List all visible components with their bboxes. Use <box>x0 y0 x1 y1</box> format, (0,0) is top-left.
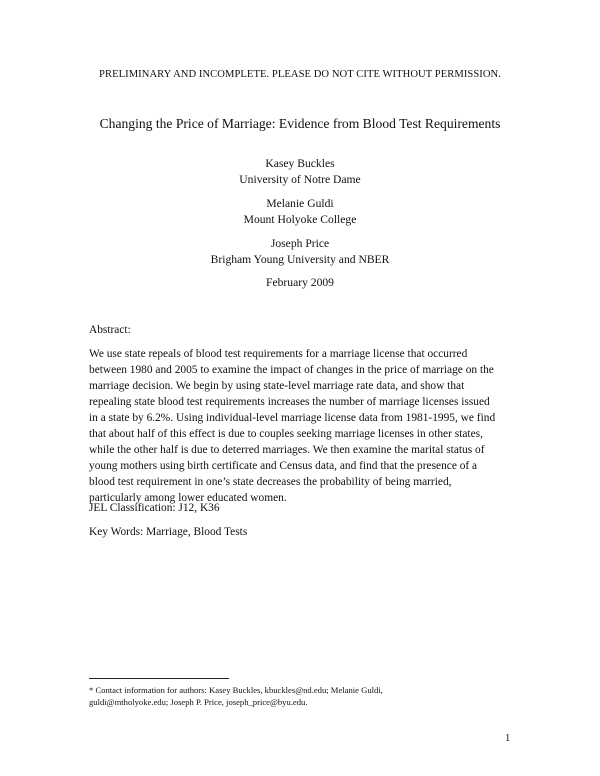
paper-date: February 2009 <box>266 276 334 289</box>
preliminary-notice: PRELIMINARY AND INCOMPLETE. PLEASE DO NOT CITE WITHOUT PERMISSION. <box>99 69 501 80</box>
author-name: Kasey Buckles <box>265 157 335 170</box>
author-name: Joseph Price <box>270 237 330 250</box>
paper-title: Changing the Price of Marriage: Evidence from Blood Test Requirements <box>99 116 501 131</box>
author-affiliation: Brigham Young University and NBER <box>210 253 390 266</box>
author-block <box>0 236 600 268</box>
footnote-divider <box>89 678 229 679</box>
abstract-heading: Abstract: <box>89 324 131 336</box>
author-affiliation: Mount Holyoke College <box>243 213 357 226</box>
author-affiliation: University of Notre Dame <box>239 173 361 186</box>
jel-classification: JEL Classification: J12, K36 <box>89 502 220 514</box>
key-words: Key Words: Marriage, Blood Tests <box>89 526 248 538</box>
page-number: 1 <box>505 733 511 744</box>
author-block <box>0 156 600 188</box>
footnote-contact-info: * Contact information for authors: Kasey Buckles, kbuckles@nd.edu; Melanie Guldi, guldi@mtholyoke.edu; Joseph P. Price, joseph_price@byu.edu. <box>89 685 383 707</box>
abstract-text: We use state repeals of blood test requirements for a marriage license that occurred between 1980 and 2005 to examine the impact of changes in the price of marriage on the marriage decision. We begin by using state-level marriage rate data, and show that repealing state blood test requirements increases the number of marriage licenses issued in a state by 6.2%. Using individual-level marriage license data from 1981-1995, we find that about half of this effect is due to couples seeking marriage licenses in other states, while the other half is due to deterred marriages. We then examine the marital status of young mothers using birth certificate and Census data, and find that the presence of a blood test requirement in one’s state decreases the probability of being married, particularly among lower educated women. <box>89 348 496 504</box>
author-block <box>0 196 600 228</box>
author-name: Melanie Guldi <box>266 197 334 210</box>
